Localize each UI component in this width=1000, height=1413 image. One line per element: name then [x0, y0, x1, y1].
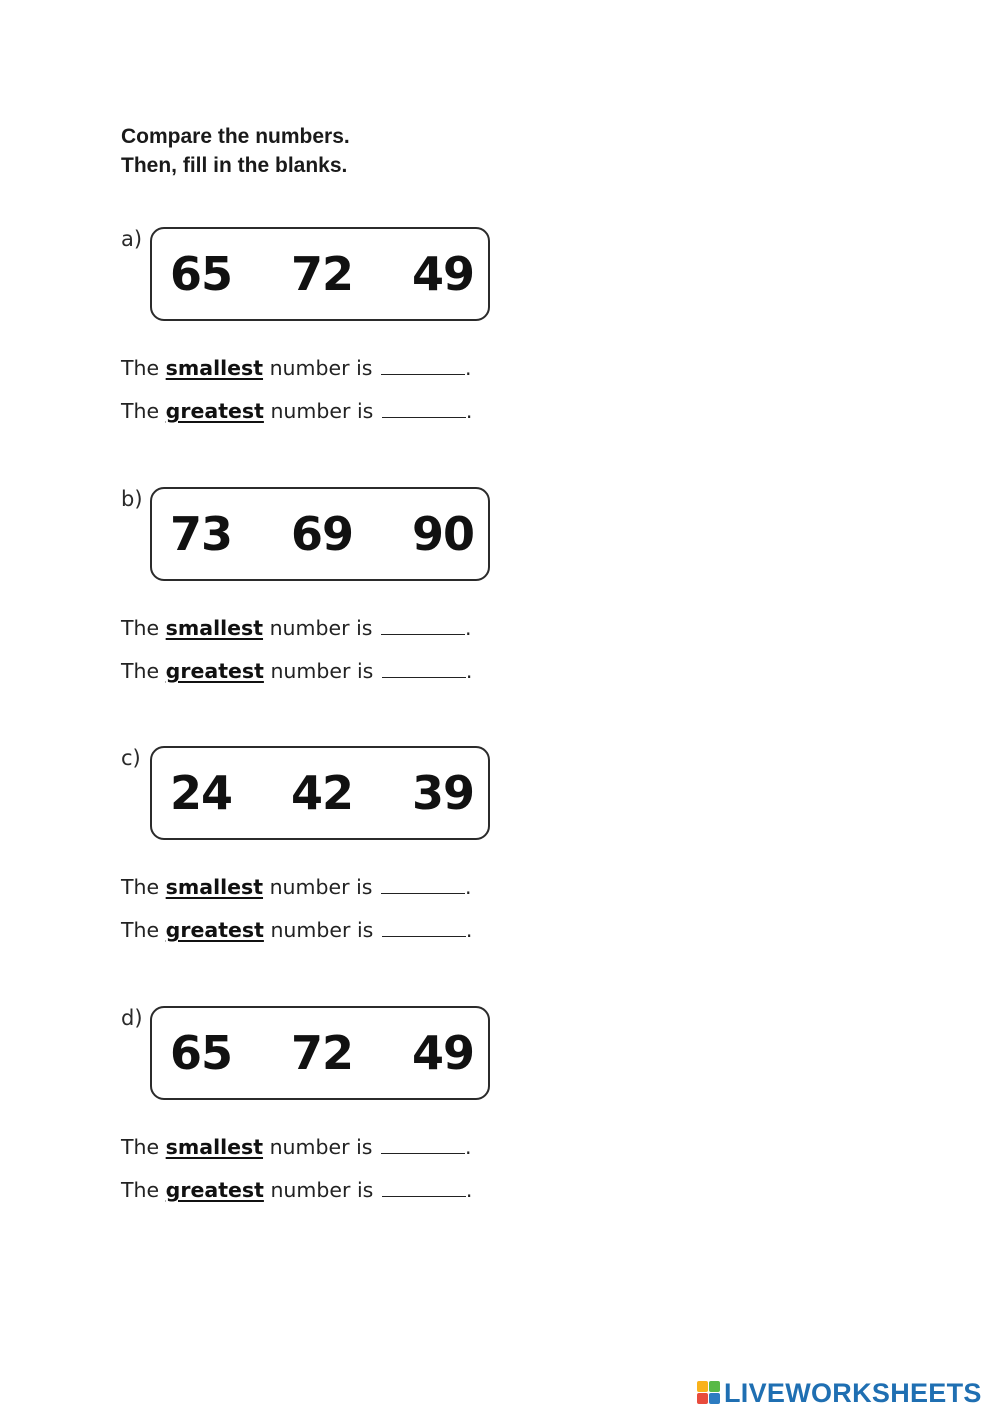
liveworksheets-branding[interactable] [697, 1378, 982, 1408]
question-label: b) [121, 487, 143, 511]
question-b [0, 487, 1000, 707]
number-3: 39 [412, 766, 475, 820]
question-label: d) [121, 1006, 143, 1030]
question-label: c) [121, 746, 141, 770]
sentence-prefix: The [121, 356, 160, 380]
instructions [121, 122, 350, 180]
greatest-sentence [121, 916, 472, 943]
greatest-keyword: greatest [165, 399, 264, 423]
instruction-line-2: Then, fill in the blanks. [121, 154, 348, 177]
sentence-end: . [465, 875, 472, 899]
question-a [0, 227, 1000, 447]
smallest-answer-blank[interactable] [381, 873, 465, 894]
greatest-sentence [121, 657, 472, 684]
greatest-keyword: greatest [165, 659, 264, 683]
sentence-prefix: The [121, 918, 160, 942]
greatest-answer-blank[interactable] [382, 397, 466, 418]
number-box [150, 227, 490, 321]
sentence-prefix: The [121, 616, 160, 640]
greatest-answer-blank[interactable] [382, 1176, 466, 1197]
number-2: 72 [291, 247, 354, 301]
number-1: 65 [170, 247, 233, 301]
question-c [0, 746, 1000, 966]
question-label: a) [121, 227, 143, 251]
liveworksheets-logo-icon [697, 1381, 721, 1405]
sentence-suffix: number is [269, 875, 373, 899]
greatest-answer-blank[interactable] [382, 916, 466, 937]
sentence-end: . [465, 616, 472, 640]
number-3: 49 [412, 1026, 475, 1080]
sentence-suffix: number is [270, 1178, 374, 1202]
smallest-sentence [121, 1133, 472, 1160]
sentence-end: . [465, 1178, 473, 1202]
brand-text: LIVEWORKSHEETS [724, 1377, 982, 1408]
smallest-sentence [121, 354, 472, 381]
smallest-sentence [121, 614, 472, 641]
sentence-end: . [465, 399, 473, 423]
sentence-prefix: The [121, 399, 160, 423]
sentence-end: . [465, 1135, 472, 1159]
sentence-prefix: The [121, 1178, 160, 1202]
number-3: 90 [412, 507, 475, 561]
instruction-line-1: Compare the numbers. [121, 125, 350, 148]
smallest-keyword: smallest [165, 356, 264, 380]
sentence-end: . [465, 918, 473, 942]
sentence-suffix: number is [269, 1135, 373, 1159]
smallest-answer-blank[interactable] [381, 614, 465, 635]
number-box [150, 1006, 490, 1100]
greatest-keyword: greatest [165, 918, 264, 942]
question-d [0, 1006, 1000, 1226]
sentence-end: . [465, 356, 472, 380]
smallest-answer-blank[interactable] [381, 1133, 465, 1154]
smallest-keyword: smallest [165, 1135, 264, 1159]
sentence-prefix: The [121, 1135, 160, 1159]
sentence-suffix: number is [270, 399, 374, 423]
sentence-suffix: number is [269, 616, 373, 640]
smallest-keyword: smallest [165, 875, 264, 899]
number-2: 72 [291, 1026, 354, 1080]
sentence-prefix: The [121, 659, 160, 683]
sentence-suffix: number is [269, 356, 373, 380]
number-1: 24 [170, 766, 233, 820]
smallest-sentence [121, 873, 472, 900]
number-box [150, 746, 490, 840]
sentence-suffix: number is [270, 918, 374, 942]
sentence-suffix: number is [270, 659, 374, 683]
number-box [150, 487, 490, 581]
smallest-keyword: smallest [165, 616, 264, 640]
sentence-prefix: The [121, 875, 160, 899]
greatest-keyword: greatest [165, 1178, 264, 1202]
greatest-sentence [121, 397, 472, 424]
number-2: 42 [291, 766, 354, 820]
number-1: 65 [170, 1026, 233, 1080]
number-3: 49 [412, 247, 475, 301]
number-1: 73 [170, 507, 233, 561]
smallest-answer-blank[interactable] [381, 354, 465, 375]
number-2: 69 [291, 507, 354, 561]
greatest-answer-blank[interactable] [382, 657, 466, 678]
sentence-end: . [465, 659, 473, 683]
greatest-sentence [121, 1176, 472, 1203]
